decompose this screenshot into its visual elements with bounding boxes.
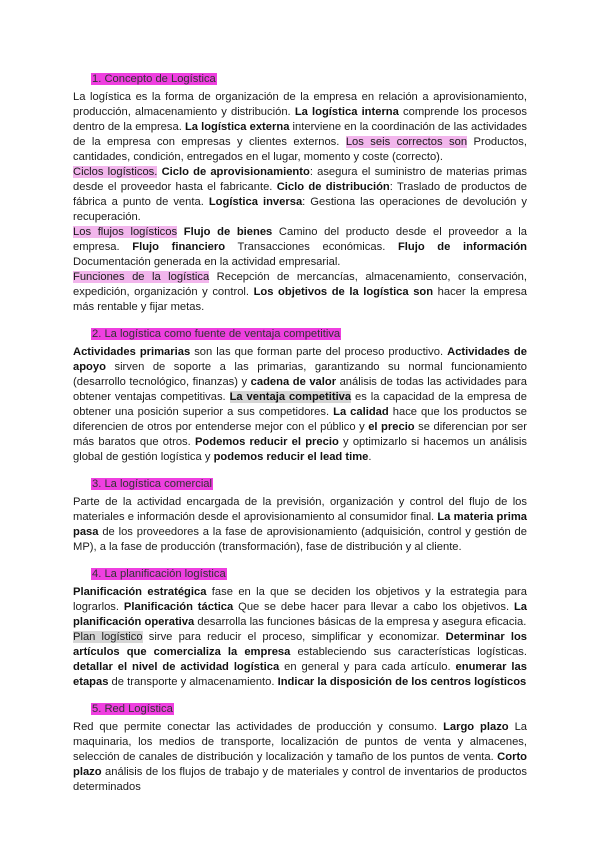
highlighted-term: Funciones de la logística <box>73 271 210 283</box>
section-heading-3-text: 3. La logística comercial <box>92 478 213 490</box>
bold-term: Ciclo de aprovisionamiento <box>161 166 310 178</box>
text: en general y para cada artículo. <box>279 661 456 673</box>
text: Productos, cantidades, condición, entregados en el lugar, momento y coste (correcto). <box>73 136 527 163</box>
section-heading-4-text: 4. La planificación logística <box>92 568 226 580</box>
bold-term: La materia prima pasa <box>73 511 528 538</box>
s1-paragraph-1 <box>73 90 527 165</box>
bold-term: cadena de valor <box>250 376 337 388</box>
text: de los proveedores a la fase de aprovisionamiento (adquisición, control y gestión de MP), a la fase de producción (transformación), fase de distribución y al cliente. <box>73 526 527 553</box>
bold-term: La logística externa <box>184 121 290 133</box>
text: desarrolla las funciones básicas de la empresa y asegura eficacia. <box>194 616 527 628</box>
bold-term: el precio <box>368 421 415 433</box>
s5-paragraph-1 <box>73 720 527 795</box>
text: . <box>368 451 372 463</box>
bold-term: Planificación táctica <box>123 601 234 613</box>
bold-term: Planificación estratégica <box>73 586 207 598</box>
s3-paragraph-1 <box>73 495 527 555</box>
section-heading-4 <box>73 567 527 582</box>
s1-paragraph-3 <box>73 225 527 270</box>
spacer <box>73 690 527 702</box>
text: Recepción de mercancías, almacenamiento, conservación, expedición, organización y control. <box>73 271 528 298</box>
text: : Gestiona las operaciones de devolución y recuperación. <box>73 196 527 223</box>
text: interviene en la coordinación de las actividades de la empresa con empresas y clientes externos. <box>73 121 527 148</box>
s2-paragraph-1 <box>73 345 527 465</box>
bold-term: Los objetivos de la logística son <box>253 286 434 298</box>
s4-paragraph-1 <box>73 585 527 630</box>
text: es la capacidad de la empresa de obtener una posición superior a sus competidores. <box>73 391 527 418</box>
bold-term: La calidad <box>333 406 389 418</box>
text: comprende los procesos dentro de la empresa. <box>73 106 527 133</box>
highlighted-term: Ciclos logísticos. <box>73 166 158 178</box>
spacer <box>73 315 527 327</box>
bold-term: detallar el nivel de actividad logística <box>73 661 280 673</box>
text: Transacciones económicas. <box>225 241 398 253</box>
text: estableciendo sus características logísticas. <box>290 646 527 658</box>
bold-term: podemos reducir el lead time <box>213 451 369 463</box>
text: La maquinaria, los medios de transporte, localización de puntos de venta y almacenes, selección de canales de distribución y localización y tamaño de los puntos de venta. <box>73 721 528 763</box>
bold-term: Largo plazo <box>443 721 509 733</box>
bold-term: Actividades primarias <box>73 346 191 358</box>
text: y optimizarlo si hacemos un análisis global de gestión logística y <box>73 436 528 463</box>
spacer <box>73 555 527 567</box>
bold-term: enumerar las etapas <box>73 661 527 688</box>
bold-term: La logística interna <box>294 106 399 118</box>
bold-term: Corto plazo <box>73 751 527 778</box>
bold-term: La planificación operativa <box>73 601 527 628</box>
text <box>177 226 184 238</box>
text: hace que los productos se diferencien de otros por entenderse mejor con el público y <box>73 406 527 433</box>
section-heading-5-text: 5. Red Logística <box>92 703 173 715</box>
bold-term: Flujo de información <box>397 241 528 253</box>
document-content <box>73 72 527 795</box>
text: Documentación generada en la actividad empresarial. <box>73 256 341 268</box>
text: sirve para reducir el proceso, simplificar y economizar. <box>142 631 446 643</box>
text: son las que forman parte del proceso productivo. <box>190 346 448 358</box>
text: Parte de la actividad encargada de la previsión, organización y control del flujo de los materiales e información desde el aprovisionamiento al consumidor final. <box>73 496 527 523</box>
bold-term: Ciclo de distribución <box>276 181 390 193</box>
bold-term: Podemos reducir el precio <box>194 436 339 448</box>
bold-term: Determinar los artículos que comercializa la empresa <box>73 631 528 658</box>
s1-paragraph-4 <box>73 270 527 315</box>
s1-paragraph-2 <box>73 165 527 225</box>
text: de transporte y almacenamiento. <box>108 676 278 688</box>
s4-paragraph-2 <box>73 630 527 690</box>
text: Que se debe hacer para llevar a cabo los objetivos. <box>233 601 514 613</box>
highlighted-bold-term: La ventaja competitiva <box>229 391 352 403</box>
text: análisis de los flujos de trabajo y de materiales y control de inventarios de productos determinados <box>73 766 527 793</box>
bold-term: Flujo de bienes <box>183 226 273 238</box>
bold-term: Flujo financiero <box>132 241 226 253</box>
text: hacer la empresa más rentable y fijar metas. <box>73 286 527 313</box>
text: La logística es la forma de organización de la empresa en relación a aprovisionamiento, producción, almacenamiento y distribución. <box>73 91 527 118</box>
bold-term: Indicar la disposición de los centros logísticos <box>277 676 527 688</box>
highlighted-term: Los flujos logísticos <box>73 226 178 238</box>
section-heading-1 <box>73 72 527 87</box>
text: Camino del producto desde el proveedor a la empresa. <box>73 226 527 253</box>
highlighted-term: Los seis correctos son <box>345 136 468 148</box>
text: Red que permite conectar las actividades de producción y consumo. <box>73 721 444 733</box>
bold-term: Actividades de apoyo <box>73 346 527 373</box>
text: se diferencian por ser más baratos que otros. <box>73 421 527 448</box>
bold-term: Logística inversa <box>208 196 303 208</box>
section-heading-2 <box>73 327 527 342</box>
text: sirven de soporte a las primarias, garantizando su normal funcionamiento (desarrollo tecnológico, finanzas) y <box>73 361 527 388</box>
text: : Traslado de productos de fábrica a punto de venta. <box>73 181 528 208</box>
section-heading-5 <box>73 702 527 717</box>
text: fase en la que se deciden los objetivos y la estrategia para lograrlos. <box>73 586 527 613</box>
text: análisis de todas las actividades para obtener ventajas competitivas. <box>73 376 527 403</box>
section-heading-2-text: 2. La logística como fuente de ventaja competitiva <box>92 328 341 340</box>
highlighted-term: Plan logístico <box>73 631 143 643</box>
text: : asegura el suministro de materias primas desde el proveedor hasta el fabricante. <box>73 166 528 193</box>
spacer <box>73 465 527 477</box>
section-heading-1-text: 1. Concepto de Logística <box>92 73 216 85</box>
section-heading-3 <box>73 477 527 492</box>
